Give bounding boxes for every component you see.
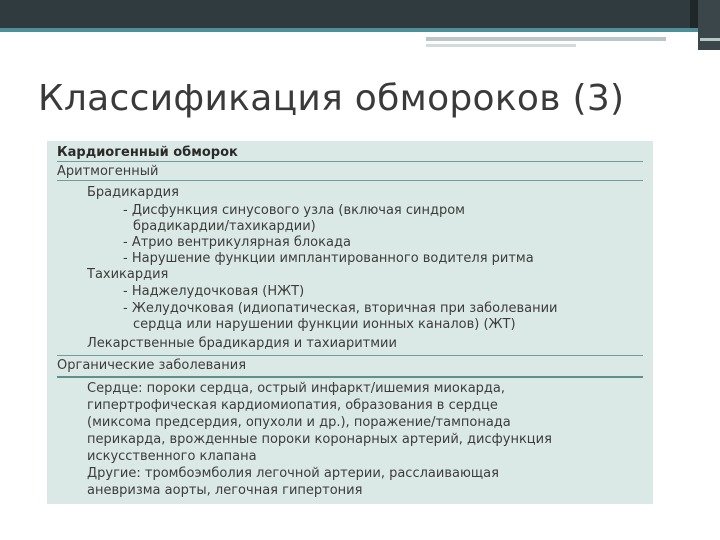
table-row: Тахикардия [87, 267, 169, 282]
slide-title: Классификация обмороков (3) [38, 78, 625, 119]
header-band [0, 0, 720, 28]
header-corner-tab [698, 0, 720, 50]
table-row: - Атрио вентрикулярная блокада [123, 235, 351, 250]
table-row: Аритмогенный [57, 164, 159, 179]
table-divider [57, 355, 643, 356]
table-divider [57, 180, 643, 181]
decorative-rule [700, 38, 720, 41]
table-row: Сердце: пороки сердца, острый инфаркт/ишемия миокарда, [87, 381, 506, 396]
classification-table [47, 141, 653, 504]
table-row: Брадикардия [87, 185, 179, 200]
table-header: Кардиогенный обморок [57, 145, 238, 160]
table-row: (миксома предсердия, опухоли и др.), поражение/тампонада [87, 415, 511, 430]
decorative-rule [426, 44, 576, 47]
table-divider [57, 161, 643, 162]
table-row: - Наджелудочковая (НЖТ) [123, 284, 305, 299]
header-accent-line [0, 28, 720, 32]
table-row: - Желудочковая (идиопатическая, вторичная при заболевании [123, 301, 558, 316]
table-row: перикарда, врожденные пороки коронарных артерий, дисфункция [87, 432, 552, 447]
table-row: гипертрофическая кардиомиопатия, образования в сердце [87, 398, 498, 413]
table-row: искусственного клапана [87, 449, 257, 464]
table-row: Другие: тромбоэмболия легочной артерии, расслаивающая [87, 466, 499, 481]
table-divider [57, 376, 643, 378]
table-row: Лекарственные брадикардия и тахиаритмии [87, 336, 397, 351]
table-row: аневризма аорты, легочная гипертония [87, 483, 363, 498]
table-row: - Дисфункция синусового узла (включая синдром [123, 203, 465, 218]
table-row: - Нарушение функции имплантированного водителя ритма [123, 251, 534, 266]
decorative-rule [426, 37, 666, 41]
table-row: брадикардии/тахикардии) [133, 219, 316, 234]
table-row: сердца или нарушении функции ионных каналов) (ЖТ) [133, 317, 516, 332]
table-row: Органические заболевания [57, 358, 247, 373]
